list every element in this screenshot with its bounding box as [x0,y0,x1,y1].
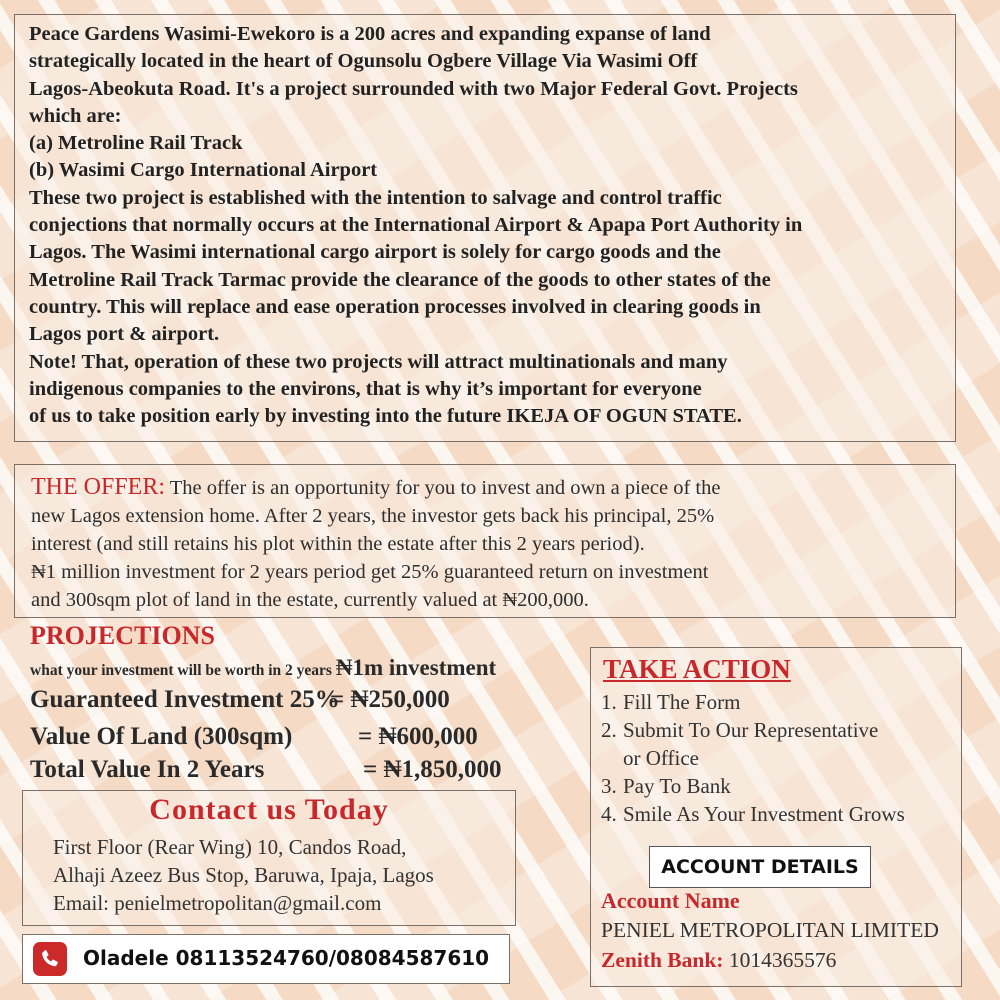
intro-line: country. This will replace and ease operation processes involved in clearing goods in [29,295,761,318]
bank-label: Zenith Bank: [601,948,724,972]
intro-line: (b) Wasimi Cargo International Airport [29,159,378,182]
list-item [601,688,905,716]
list-item [601,772,905,800]
intro-box [14,14,956,442]
offer-line: new Lagos extension home. After 2 years, the investor gets back his principal, 25% [31,505,715,527]
contact-box [22,790,516,926]
list-item-number: 4. [601,802,617,826]
phone-box [22,934,510,984]
projections-title: PROJECTIONS [30,621,215,650]
intro-line: These two project is established with the intention to salvage and control traffic [29,186,722,209]
take-action-list [601,688,905,828]
offer-box [14,464,956,618]
account-bank-line [601,948,836,973]
list-item [601,800,905,828]
account-name: PENIEL METROPOLITAN LIMITED [601,918,939,942]
offer-first-line [31,473,945,502]
offer-line: and 300sqm plot of land in the estate, currently valued at ₦200,000. [31,589,589,611]
list-item-text: or Office [623,746,699,770]
intro-line: strategically located in the heart of Ogunsolu Ogbere Village Via Wasimi Off [29,50,698,73]
contact-address-line: Alhaji Azeez Bus Stop, Baruwa, Ipaja, Lagos [53,863,434,887]
offer-text: The offer is an opportunity for you to invest and own a piece of the [169,477,721,499]
intro-line: Note! That, operation of these two projects will attract multinationals and many [29,350,728,373]
intro-line: Peace Gardens Wasimi-Ewekoro is a 200 acres and expanding expanse of land [29,23,711,45]
intro-line: which are: [29,104,122,127]
projection-value: = ₦250,000 [330,686,450,713]
projections-subtitle [30,655,496,681]
projection-value: = ₦1,850,000 [363,756,502,783]
phone-icon [33,942,67,976]
projection-row-guaranteed [30,686,450,714]
contact-address-line: First Floor (Rear Wing) 10, Candos Road, [53,835,407,859]
offer-lead: THE OFFER: [31,474,166,500]
list-item-text: Pay To Bank [623,774,731,798]
account-name-label: Account Name [601,888,740,913]
intro-line: Lagos-Abeokuta Road. It's a project surrounded with two Major Federal Govt. Projects [29,77,798,100]
list-item-text: Submit To Our Representative [623,718,879,742]
intro-line: Lagos. The Wasimi international cargo airport is solely for cargo goods and the [29,241,721,264]
intro-line: indigenous companies to the environs, that is why it’s important for everyone [29,377,702,400]
projection-row-total [30,756,502,784]
list-item-text: Fill The Form [623,690,741,714]
projection-value: = ₦600,000 [358,723,478,750]
contact-email[interactable]: Email: penielmetropolitan@gmail.com [53,891,382,915]
list-item [601,716,905,744]
offer-line: ₦1 million investment for 2 years period get 25% guaranteed return on investment [31,561,709,583]
projections-subtitle-text: what your investment will be worth in 2 years [30,662,332,679]
phone-number[interactable]: Oladele 08113524760/08084587610 [83,946,490,970]
account-number: 1014365576 [728,948,837,972]
intro-line: Lagos port & airport. [29,323,220,346]
intro-line: Metroline Rail Track Tarmac provide the clearance of the goods to other states of the [29,268,771,291]
take-action-title: TAKE ACTION [603,654,791,684]
list-item-text: Smile As Your Investment Grows [623,802,905,826]
projection-label: Total Value In 2 Years [30,756,265,783]
contact-title: Contact us Today [149,793,389,826]
projection-row-land [30,723,478,751]
take-action-box [590,647,962,987]
contact-address [53,833,434,917]
list-item [601,744,905,772]
projections-investment: ₦1m investment [335,655,497,680]
list-item-number: 1. [601,690,617,714]
list-item-number [601,744,623,772]
intro-line: (a) Metroline Rail Track [29,132,243,155]
intro-line: of us to take position early by investing into the future IKEJA OF OGUN STATE. [29,405,742,428]
list-item-number: 3. [601,774,617,798]
offer-line: interest (and still retains his plot within the estate after this 2 years period). [31,533,645,555]
list-item-number: 2. [601,718,617,742]
intro-line: conjections that normally occurs at the International Airport & Apapa Port Authority in [29,214,803,237]
projection-label: Guaranteed Investment 25% [30,686,340,713]
account-details-heading: ACCOUNT DETAILS [649,846,871,888]
projection-label: Value Of Land (300sqm) [30,723,293,750]
